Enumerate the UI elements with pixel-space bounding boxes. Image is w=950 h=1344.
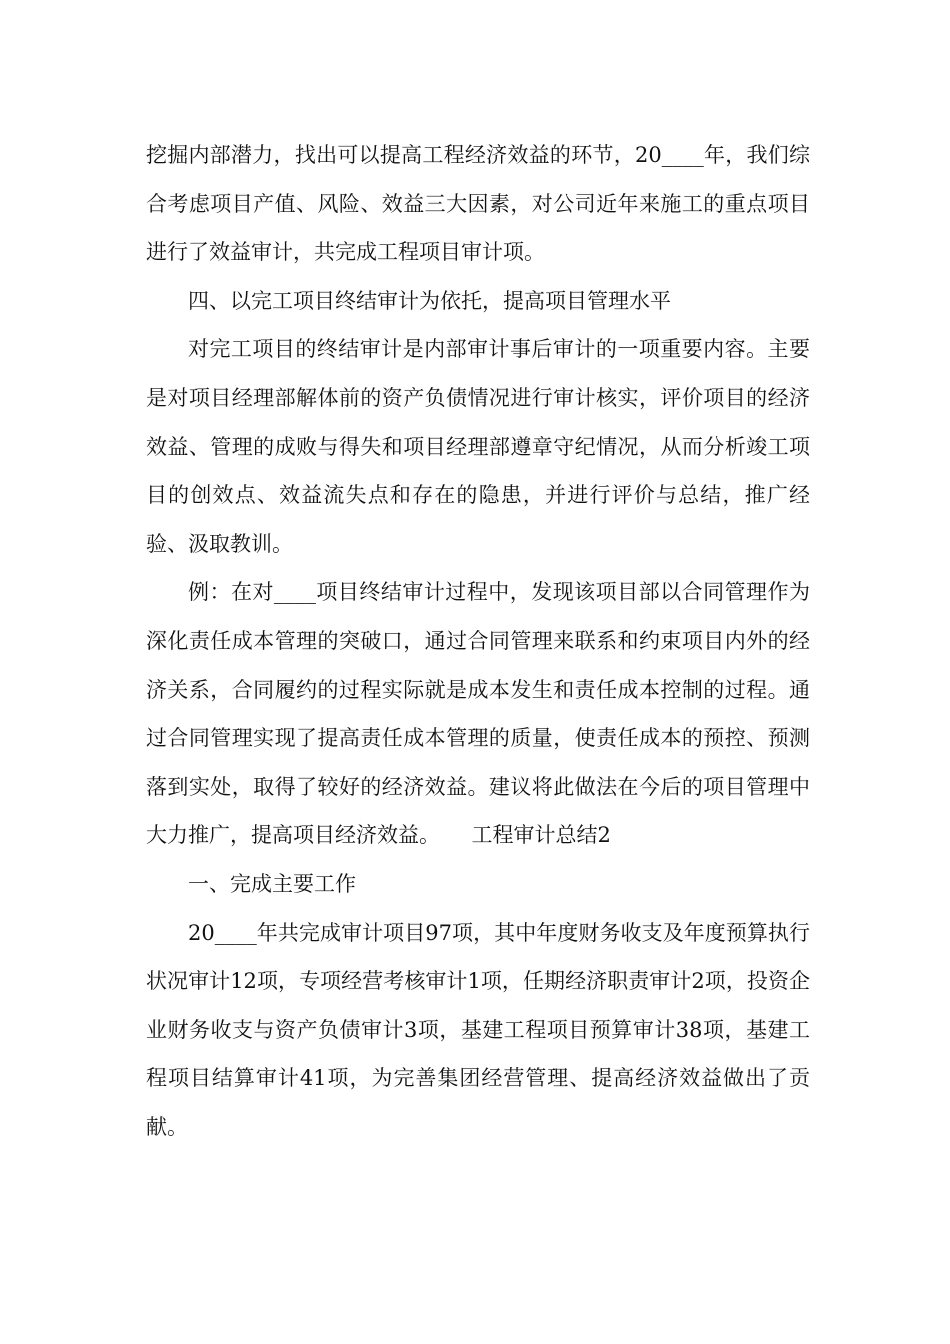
paragraph-example: 例：在对____项目终结审计过程中，发现该项目部以合同管理作为深化责任成本管理的突破口，通过合同管理来联系和约束项目内外的经济关系，合同履约的过程实际就是成本发生和责任成本控制的过程。通过合同管理实现了提高责任成本管理的质量，使责任成本的预控、预测落到实处，取得了较好的经济效益。建议将此做法在今后的项目管理中大力推广，提高项目经济效益。 工程审计总结2 bbox=[146, 580, 810, 848]
paragraph-continuation: 挖掘内部潜力，找出可以提高工程经济效益的环节，20____年，我们综合考虑项目产值、风险、效益三大因素，对公司近年来施工的重点项目进行了效益审计，共完成工程项目审计项。 bbox=[146, 143, 810, 265]
document-body bbox=[146, 131, 810, 1151]
paragraph-final-audit: 对完工项目的终结审计是内部审计事后审计的一项重要内容。主要是对项目经理部解体前的资产负债情况进行审计核实，评价项目的经济效益、管理的成败与得失和项目经理部遵章守纪情况，从而分析竣工项目的创效点、效益流失点和存在的隐患，并进行评价与总结，推广经验、汲取教训。 bbox=[146, 337, 810, 556]
section-heading-four: 四、以完工项目终结审计为依托，提高项目管理水平 bbox=[188, 288, 671, 313]
paragraph-audit-summary: 20____年共完成审计项目97项，其中年度财务收支及年度预算执行状况审计12项，专项经营考核审计1项，任期经济职责审计2项，投资企业财务收支与资产负债审计3项，基建工程项目预算审计38项，基建工程项目结算审计41项，为完善集团经营管理、提高经济效益做出了贡献。 bbox=[146, 920, 810, 1139]
section-heading-one: 一、完成主要工作 bbox=[188, 871, 356, 896]
